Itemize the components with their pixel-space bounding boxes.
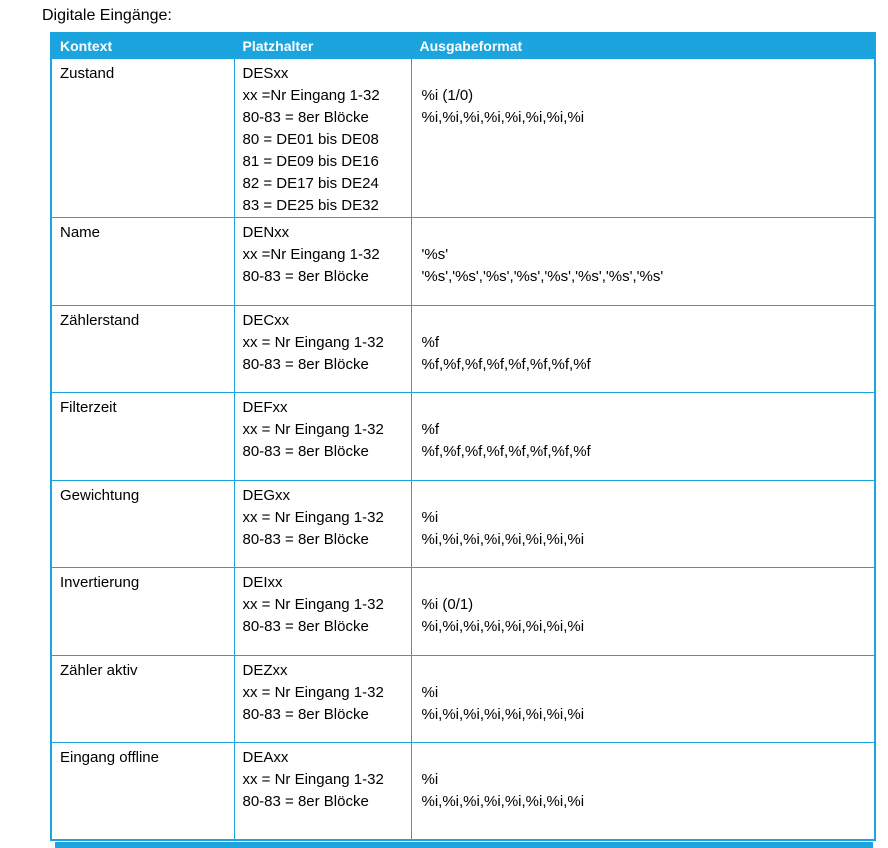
cell-platzhalter xyxy=(234,655,411,742)
column-header-platzhalter: Platzhalter xyxy=(234,33,411,58)
platzhalter-line: xx = Nr Eingang 1-32 xyxy=(242,770,384,788)
table-row xyxy=(51,742,875,840)
table-row xyxy=(51,480,875,567)
ausgabeformat-line: %i xyxy=(421,770,439,788)
platzhalter-line: DEIxx xyxy=(242,573,283,591)
platzhalter-line: xx = Nr Eingang 1-32 xyxy=(242,508,384,526)
table-header-row xyxy=(51,33,875,58)
table-row xyxy=(51,217,875,305)
table-row xyxy=(51,567,875,655)
platzhalter-line: DESxx xyxy=(242,64,289,82)
ausgabeformat-line: %i,%i,%i,%i,%i,%i,%i,%i xyxy=(421,617,585,635)
platzhalter-line: 80-83 = 8er Blöcke xyxy=(242,617,369,635)
digital-inputs-table xyxy=(50,32,876,841)
platzhalter-line: xx =Nr Eingang 1-32 xyxy=(242,86,380,104)
kontext-label: Gewichtung xyxy=(60,486,140,504)
ausgabeformat-line: %i xyxy=(421,683,439,701)
cell-platzhalter xyxy=(234,217,411,305)
ausgabeformat-line: %f xyxy=(421,420,440,438)
cell-kontext xyxy=(51,305,234,392)
platzhalter-line: 80 = DE01 bis DE08 xyxy=(242,130,379,148)
kontext-label: Zustand xyxy=(60,64,115,82)
cell-ausgabeformat xyxy=(411,567,875,655)
ausgabeformat-line: %f,%f,%f,%f,%f,%f,%f,%f xyxy=(421,442,591,460)
cell-platzhalter xyxy=(234,480,411,567)
platzhalter-line: DENxx xyxy=(242,223,290,241)
table-row xyxy=(51,392,875,480)
ausgabeformat-line: %i (1/0) xyxy=(421,86,474,104)
cell-kontext xyxy=(51,392,234,480)
column-header-kontext: Kontext xyxy=(51,33,234,58)
platzhalter-line: xx = Nr Eingang 1-32 xyxy=(242,683,384,701)
platzhalter-line: xx =Nr Eingang 1-32 xyxy=(242,245,380,263)
platzhalter-line: xx = Nr Eingang 1-32 xyxy=(242,333,384,351)
platzhalter-line: DEFxx xyxy=(242,398,288,416)
platzhalter-line: xx = Nr Eingang 1-32 xyxy=(242,595,384,613)
ausgabeformat-line: %i (0/1) xyxy=(421,595,474,613)
platzhalter-line: DECxx xyxy=(242,311,290,329)
cell-platzhalter xyxy=(234,567,411,655)
cell-ausgabeformat xyxy=(411,58,875,217)
table-body xyxy=(51,58,875,840)
table-row xyxy=(51,58,875,217)
ausgabeformat-line: %i,%i,%i,%i,%i,%i,%i,%i xyxy=(421,530,585,548)
cell-kontext xyxy=(51,480,234,567)
cell-kontext xyxy=(51,567,234,655)
kontext-label: Zählerstand xyxy=(60,311,140,329)
cell-platzhalter xyxy=(234,305,411,392)
cell-platzhalter xyxy=(234,58,411,217)
ausgabeformat-line: '%s','%s','%s','%s','%s','%s','%s','%s' xyxy=(421,267,664,285)
ausgabeformat-line: %i xyxy=(421,508,439,526)
kontext-label: Name xyxy=(60,223,101,241)
platzhalter-line: 80-83 = 8er Blöcke xyxy=(242,442,369,460)
cell-kontext xyxy=(51,655,234,742)
cell-ausgabeformat xyxy=(411,655,875,742)
cell-platzhalter xyxy=(234,742,411,840)
platzhalter-line: 81 = DE09 bis DE16 xyxy=(242,152,379,170)
column-header-ausgabeformat: Ausgabeformat xyxy=(411,33,875,58)
platzhalter-line: 80-83 = 8er Blöcke xyxy=(242,108,369,126)
cell-ausgabeformat xyxy=(411,480,875,567)
cell-ausgabeformat xyxy=(411,217,875,305)
cell-kontext xyxy=(51,742,234,840)
table-row xyxy=(51,305,875,392)
next-table-header-partial xyxy=(55,842,873,848)
kontext-label: Zähler aktiv xyxy=(60,661,138,679)
table-row xyxy=(51,655,875,742)
platzhalter-line: DEGxx xyxy=(242,486,291,504)
page-title: Digitale Eingänge: xyxy=(42,7,172,24)
cell-kontext xyxy=(51,58,234,217)
platzhalter-line: xx = Nr Eingang 1-32 xyxy=(242,420,384,438)
platzhalter-line: 83 = DE25 bis DE32 xyxy=(242,196,379,214)
cell-kontext xyxy=(51,217,234,305)
platzhalter-line: 80-83 = 8er Blöcke xyxy=(242,355,369,373)
kontext-label: Invertierung xyxy=(60,573,140,591)
cell-ausgabeformat xyxy=(411,305,875,392)
platzhalter-line: 80-83 = 8er Blöcke xyxy=(242,530,369,548)
ausgabeformat-line: %i,%i,%i,%i,%i,%i,%i,%i xyxy=(421,792,585,810)
ausgabeformat-line: %f xyxy=(421,333,440,351)
platzhalter-line: DEZxx xyxy=(242,661,288,679)
platzhalter-line: 82 = DE17 bis DE24 xyxy=(242,174,379,192)
ausgabeformat-line: %f,%f,%f,%f,%f,%f,%f,%f xyxy=(421,355,591,373)
ausgabeformat-line: '%s' xyxy=(421,245,449,263)
platzhalter-line: 80-83 = 8er Blöcke xyxy=(242,705,369,723)
cell-platzhalter xyxy=(234,392,411,480)
kontext-label: Filterzeit xyxy=(60,398,117,416)
platzhalter-line: 80-83 = 8er Blöcke xyxy=(242,792,369,810)
cell-ausgabeformat xyxy=(411,742,875,840)
cell-ausgabeformat xyxy=(411,392,875,480)
kontext-label: Eingang offline xyxy=(60,748,159,766)
platzhalter-line: 80-83 = 8er Blöcke xyxy=(242,267,369,285)
ausgabeformat-line: %i,%i,%i,%i,%i,%i,%i,%i xyxy=(421,108,585,126)
platzhalter-line: DEAxx xyxy=(242,748,289,766)
ausgabeformat-line: %i,%i,%i,%i,%i,%i,%i,%i xyxy=(421,705,585,723)
